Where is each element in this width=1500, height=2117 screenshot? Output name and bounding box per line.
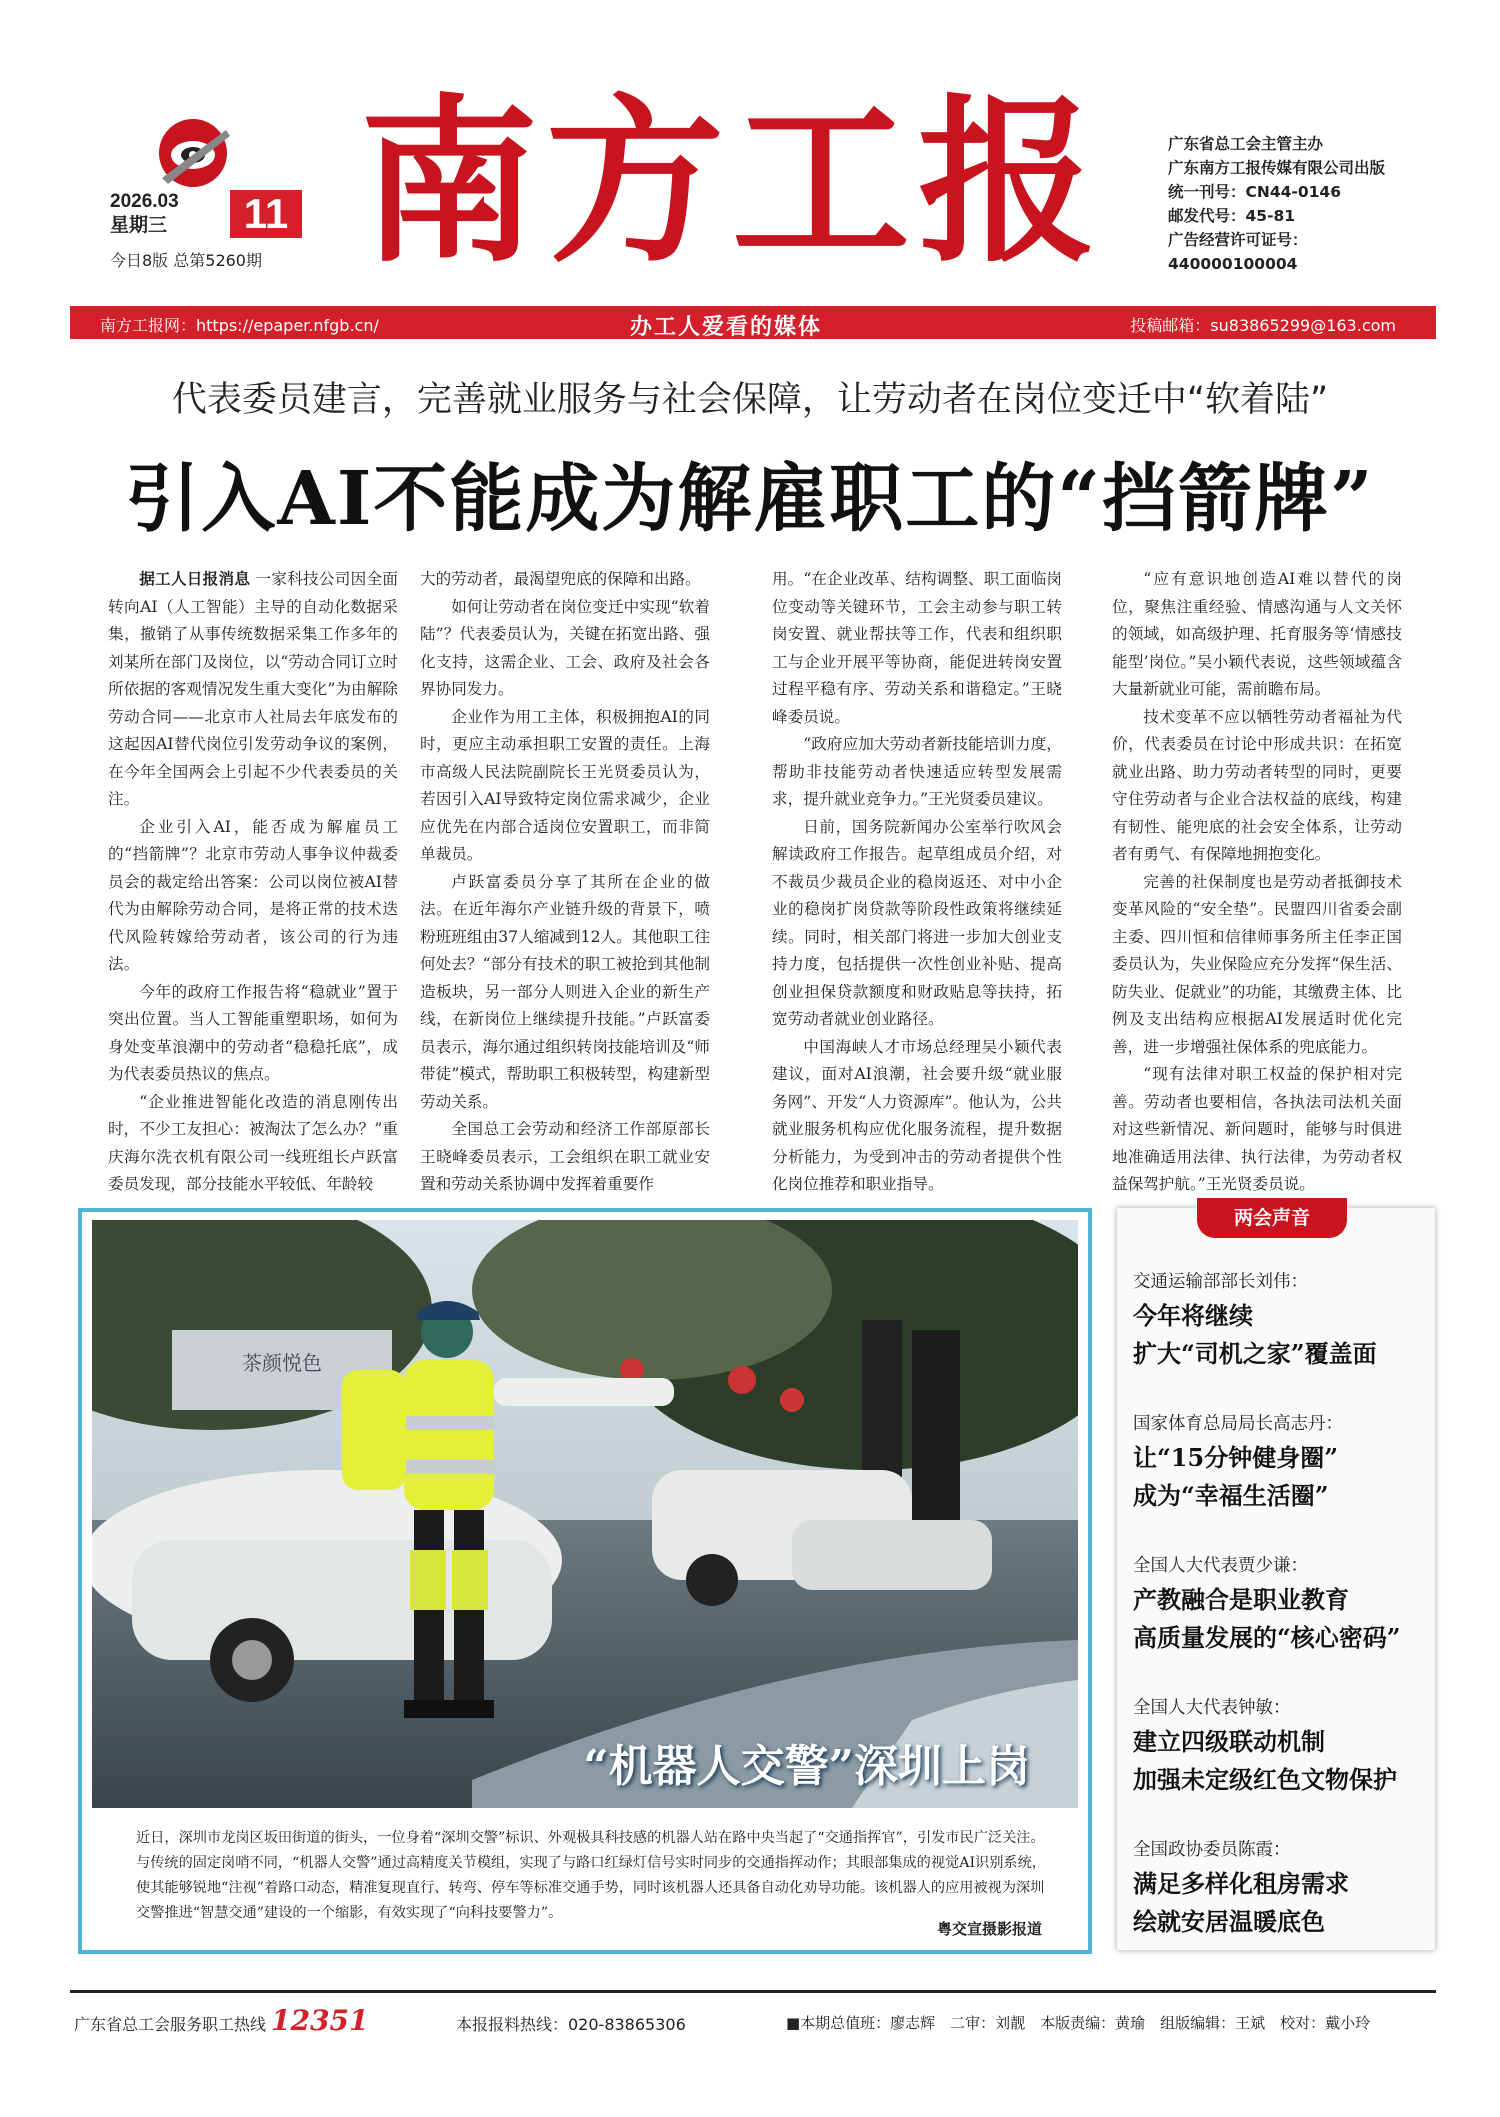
article-kicker: 代表委员建言，完善就业服务与社会保障，让劳动者在岗位变迁中“软着陆”: [171, 380, 1329, 420]
photo-credit: 粤交宣摄影报道: [936, 1920, 1042, 1938]
paragraph: 企业引入AI，能否成为解雇员工的“挡箭牌”？北京市劳动人事争议仲裁委员会的裁定给出答案：公司以岗位被AI替代为由解除劳动合同，是将正常的技术迭代风险转嫁给劳动者，该公司的行为违法。: [108, 817, 398, 973]
photo-feature-box: [78, 1208, 1092, 1954]
speaker: 全国人大代表钟敏：: [1133, 1698, 1291, 1718]
masthead-red-bar: [70, 306, 1436, 339]
pub-line: 邮发代号：45-81: [1168, 207, 1296, 225]
two-sessions-sidebar: [1117, 1208, 1435, 1950]
pub-line: 广东省总工会主管主办: [1168, 135, 1324, 153]
hotline-label: 广东省总工会服务职工热线: [74, 2015, 267, 2034]
headline-line: 扩大“司机之家”覆盖面: [1133, 1339, 1377, 1368]
paragraph: 一家科技公司因全面转向AI（人工智能）主导的自动化数据采集，撤销了从事传统数据采集工作多年的刘某所在部门及岗位，以“劳动合同订立时所依据的客观情况发生重大变化”为由解除劳动合同——北京市人社局去年底发布的这起因AI替代岗位引发劳动争议的案例，在今年全国两会上引起不少代表委员的关注。: [108, 570, 398, 808]
date-year-month: 2026.03: [110, 191, 179, 212]
photo-illustration: [92, 1220, 1078, 1808]
hotline-info: [74, 2004, 369, 2037]
pub-line: 广东南方工报传媒有限公司出版: [1168, 159, 1386, 177]
paragraph: 完善的社保制度也是劳动者抵御技术变革风险的“安全垫”。民盟四川省委会副主委、四川恒和信律师事务所主任李正国委员认为，失业保险应充分发挥“保生活、防失业、促就业”的功能，其缴费主体、比例及支出结构应根据AI发展适时优化完善，进一步增强社保体系的兜底能力。: [1112, 872, 1402, 1056]
headline-line: 满足多样化租房需求: [1133, 1869, 1349, 1898]
paragraph: 今年的政府工作报告将“稳就业”置于突出位置。当人工智能重塑职场，如何为身处变革浪潮中的劳动者“稳稳托底”，成为代表委员热议的焦点。: [108, 982, 398, 1083]
item-headline: [1133, 1581, 1423, 1657]
sidebar-item[interactable]: [1133, 1410, 1423, 1515]
paragraph: “企业推进智能化改造的消息刚传出时，不少工友担心：被淘汰了怎么办？”重庆海尔洗衣机有限公司一线班组长卢跃富委员发现，部分技能水平较低、年龄较: [108, 1092, 398, 1193]
sidebar-item[interactable]: [1133, 1836, 1423, 1941]
sidebar-item[interactable]: [1133, 1268, 1423, 1373]
sidebar-item[interactable]: [1133, 1552, 1423, 1657]
sidebar-item[interactable]: [1133, 1694, 1423, 1799]
paragraph: 日前，国务院新闻办公室举行吹风会解读政府工作报告。起草组成员介绍，对不裁员少裁员企业的稳岗返还、对中小企业的稳岗扩岗贷款等阶段性政策将继续延续。同时，相关部门将进一步加大创业支持力度，包括提供一次性创业补贴、提高创业担保贷款额度和财政贴息等扶持，拓宽劳动者就业创业路径。: [772, 817, 1062, 1028]
newspaper-title: 南方工报: [360, 77, 1104, 286]
paragraph: 卢跃富委员分享了其所在企业的做法。在近年海尔产业链升级的背景下，喷粉班班组由37人缩减到12人。其他职工往何处去？“部分有技术的职工被抢到其他制造板块，另一部分人则进入企业的新生产线，在新岗位上继续提升技能。”卢跃富委员表示，海尔通过组织转岗技能培训及“师带徒”模式，帮助职工积极转型，构建新型劳动关系。: [420, 872, 710, 1111]
date-day: 11: [230, 190, 302, 238]
sidebar-tag: 两会声音: [1197, 1198, 1347, 1238]
headline-line: 让“15分钟健身圈”: [1133, 1443, 1339, 1472]
lead-label: 据工人日报消息: [139, 570, 251, 588]
item-headline: [1133, 1439, 1423, 1515]
headline-line: 绘就安居温暖底色: [1133, 1907, 1325, 1936]
paragraph: “现有法律对职工权益的保护相对完善。劳动者也要相信，各执法司法机关面对这些新情况、新问题时，能够与时俱进地准确适用法律、执行法律，为劳动者权益保驾护航。”王光贤委员说。: [1112, 1065, 1402, 1193]
paragraph: 用。“在企业改革、结构调整、职工面临岗位变动等关键环节，工会主动参与职工转岗安置、就业帮扶等工作，代表和组织职工与企业开展平等协商，能促进转岗安置过程平稳有序、劳动关系和谐稳定。”王晓峰委员说。: [772, 570, 1062, 726]
pub-line: 统一刊号：CN44-0146: [1168, 183, 1341, 201]
speaker: 全国政协委员陈霞：: [1133, 1840, 1291, 1860]
paragraph: 大的劳动者，最渴望兜底的保障和出路。: [420, 570, 701, 588]
article-column-4: [1112, 566, 1402, 1199]
website-link[interactable]: 南方工报网：https://epaper.nfgb.cn/: [100, 316, 379, 335]
photo-caption: 近日，深圳市龙岗区坂田街道的街头，一位身着“深圳交警”标识、外观极具科技感的机器人站在路中央当起了“交通指挥官”，引发市民广泛关注。与传统的固定岗哨不同，“机器人交警”通过高精度关节模组，实现了与路口红绿灯信号实时同步的交通指挥动作；其眼部集成的视觉AI识别系统，使其能够锐地“注视”着路口动态，精准复现直行、转弯、停车等标准交通手势，同时该机器人还具备自动化劝导功能。该机器人的应用被视为深圳交警推进“智慧交通”建设的一个缩影，有效实现了“向科技要警力”。: [136, 1830, 1046, 1921]
paragraph: “政府应加大劳动者新技能培训力度，帮助非技能劳动者快速适应转型发展需求，提升就业竞争力。”王光贤委员建议。: [772, 735, 1062, 808]
pub-line: 广告经营许可证号：: [1168, 231, 1308, 249]
speaker: 全国人大代表贾少谦：: [1133, 1556, 1308, 1576]
item-headline: [1133, 1723, 1423, 1799]
paragraph: 全国总工会劳动和经济工作部原部长王晓峰委员表示，工会组织在职工就业安置和劳动关系协调中发挥着重要作: [420, 1120, 710, 1193]
speaker: 国家体育总局局长高志丹：: [1133, 1414, 1343, 1434]
article-column-1: [108, 566, 398, 1199]
paragraph: 技术变革不应以牺牲劳动者福祉为代价，代表委员在讨论中形成共识：在拓宽就业出路、助力劳动者转型的同时，更要守住劳动者与企业合法权益的底线，构建有韧性、能兜底的社会安全体系，让劳动者有勇气、有保障地拥抱变化。: [1112, 707, 1402, 863]
paragraph: 如何让劳动者在岗位变迁中实现“软着陆”？代表委员认为，关键在拓宽出路、强化支持，这需企业、工会、政府及社会各界协同发力。: [420, 597, 710, 698]
paragraph: “应有意识地创造AI难以替代的岗位，聚焦注重经验、情感沟通与人文关怀的领域，如高级护理、托育服务等‘情感技能型’岗位。”吴小颖代表说，这些领域蕴含大量新就业可能，需前瞻布局。: [1112, 570, 1402, 698]
pub-line: 440000100004: [1168, 255, 1298, 273]
headline-line: 高质量发展的“核心密码”: [1133, 1623, 1401, 1652]
headline-line: 加强未定级红色文物保护: [1133, 1765, 1397, 1794]
headline-line: 成为“幸福生活圈”: [1133, 1481, 1329, 1510]
newspaper-logo-icon: [148, 108, 238, 198]
article-headline: 引入AI不能成为解雇职工的“挡箭牌”: [125, 456, 1375, 542]
publication-info: [1168, 132, 1385, 276]
article-column-2: [420, 566, 710, 1199]
item-headline: [1133, 1297, 1423, 1373]
issue-date: [110, 190, 310, 246]
submission-email[interactable]: 投稿邮箱：su83865299@163.com: [1130, 316, 1396, 335]
headline-line: 建立四级联动机制: [1133, 1727, 1325, 1756]
headline-line: 产教融合是职业教育: [1133, 1585, 1349, 1614]
shop-sign: 茶颜悦色: [242, 1351, 322, 1375]
slogan: 办工人爱看的媒体: [630, 315, 823, 340]
paragraph: 中国海峡人才市场总经理吴小颖代表建议，面对AI浪潮，社会要升级“就业服务网”、开发“人力资源库”。他认为，公共就业服务机构应优化服务流程，提升数据分析能力，为受到冲击的劳动者提供个性化岗位推荐和职业指导。: [772, 1037, 1062, 1193]
edition-info: 今日8版 总第5260期: [110, 251, 262, 270]
footer-rule: [70, 1990, 1436, 1993]
headline-line: 今年将继续: [1133, 1301, 1253, 1330]
editor-credits: ■本期总值班：廖志辉 二审：刘靓 本版责编：黄瑜 组版编辑：王斌 校对：戴小玲: [786, 2014, 1371, 2032]
speaker: 交通运输部部长刘伟：: [1133, 1272, 1308, 1292]
date-weekday: 星期三: [110, 215, 168, 236]
article-column-3: [772, 566, 1062, 1199]
robot-police-photo: [92, 1220, 1078, 1808]
report-hotline: 本报报料热线：020-83865306: [456, 2015, 686, 2034]
item-headline: [1133, 1865, 1423, 1941]
hotline-number: 12351: [271, 2004, 369, 2037]
photo-title: “机器人交警”深圳上岗: [583, 1741, 1030, 1792]
paragraph: 企业作为用工主体，积极拥抱AI的同时，更应主动承担职工安置的责任。上海市高级人民法院副院长王光贤委员认为，若因引入AI导致特定岗位需求减少，企业应优先在内部合适岗位安置职工，而非简单裁员。: [420, 707, 710, 863]
